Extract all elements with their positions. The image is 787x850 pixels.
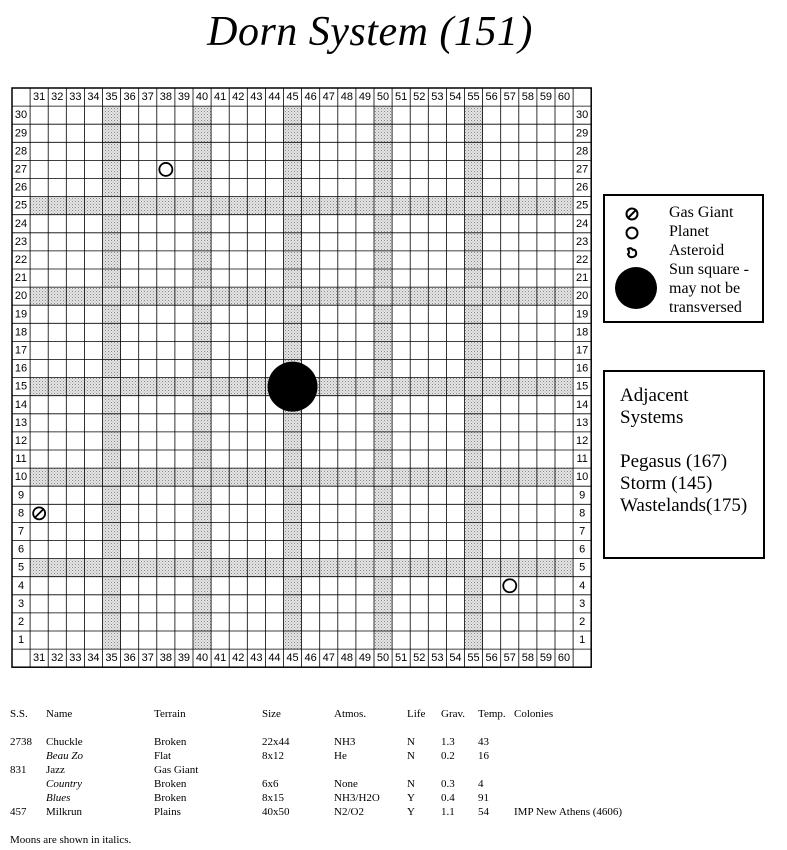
col-label-top-39: 39 xyxy=(177,91,191,104)
col-label-top-40: 40 xyxy=(195,91,209,104)
planet-icon xyxy=(625,226,639,240)
sun-icon xyxy=(614,266,658,310)
col-label-bottom-32: 32 xyxy=(51,652,64,665)
adjacent-system-pegasus[interactable]: Pegasus (167) xyxy=(620,451,728,472)
row-label-right-26: 26 xyxy=(576,181,589,194)
row-label-left-4: 4 xyxy=(17,579,25,592)
cell-size: 8x12 xyxy=(262,750,284,762)
col-label-top-54: 54 xyxy=(449,91,462,104)
col-label-top-36: 36 xyxy=(123,91,136,104)
legend-sun-label-1: Sun square - xyxy=(669,261,749,278)
row-label-right-20: 20 xyxy=(576,290,589,303)
cell-temp: 16 xyxy=(478,750,489,762)
row-label-left-13: 13 xyxy=(14,416,28,429)
col-label-bottom-45: 45 xyxy=(286,652,299,665)
row-label-left-30: 30 xyxy=(14,109,28,122)
col-label-bottom-34: 34 xyxy=(87,652,100,665)
cell-life: N xyxy=(407,736,415,748)
row-label-left-19: 19 xyxy=(14,308,28,321)
row-label-left-23: 23 xyxy=(14,235,28,248)
cell-terrain: Broken xyxy=(154,736,187,748)
legend-row-gas-giant xyxy=(605,203,766,223)
adjacent-heading-1: Adjacent xyxy=(620,385,689,406)
row-label-right-10: 10 xyxy=(576,471,589,484)
col-label-bottom-46: 46 xyxy=(304,652,317,665)
cell-name: Country xyxy=(46,778,83,790)
col-label-top-59: 59 xyxy=(539,91,553,104)
map-title: Dorn System (151) xyxy=(207,9,533,55)
col-label-bottom-54: 54 xyxy=(449,652,462,665)
legend-sun-label-3: transversed xyxy=(669,299,742,316)
row-label-right-5: 5 xyxy=(579,561,586,574)
col-label-bottom-51: 51 xyxy=(395,652,408,665)
row-label-left-3: 3 xyxy=(17,597,25,610)
row-label-right-9: 9 xyxy=(579,489,586,502)
planet-marker xyxy=(503,579,516,592)
cell-grav: 1.3 xyxy=(441,736,455,748)
row-label-right-7: 7 xyxy=(579,525,586,538)
col-label-bottom-35: 35 xyxy=(105,652,118,665)
row-label-left-27: 27 xyxy=(14,163,28,176)
header-colonies: Colonies xyxy=(514,708,554,720)
gas-giant-icon xyxy=(625,207,639,221)
col-label-bottom-41: 41 xyxy=(214,652,227,665)
col-label-top-48: 48 xyxy=(340,91,353,104)
row-label-right-11: 11 xyxy=(576,453,588,466)
row-label-right-21: 21 xyxy=(576,272,589,285)
legend-planet-label: Planet xyxy=(669,223,709,240)
col-label-top-56: 56 xyxy=(485,91,498,104)
row-label-left-7: 7 xyxy=(17,525,25,538)
col-label-top-44: 44 xyxy=(268,91,281,104)
col-label-bottom-31: 31 xyxy=(33,652,46,665)
row-label-right-14: 14 xyxy=(576,398,589,411)
row-label-right-17: 17 xyxy=(576,344,589,357)
row-label-right-8: 8 xyxy=(579,507,586,520)
cell-temp: 43 xyxy=(478,736,489,748)
legend-gas-giant-label: Gas Giant xyxy=(669,204,734,221)
cell-size: 22x44 xyxy=(262,736,290,748)
row-label-right-16: 16 xyxy=(576,362,589,375)
legend-row-planet xyxy=(605,222,766,242)
row-label-right-12: 12 xyxy=(576,434,589,447)
col-label-top-42: 42 xyxy=(232,91,245,104)
row-label-right-19: 19 xyxy=(576,308,589,321)
cell-atmos: NH3/H2O xyxy=(334,792,380,804)
col-label-top-53: 53 xyxy=(431,91,444,104)
row-label-left-9: 9 xyxy=(17,489,25,502)
header-size: Size xyxy=(262,708,281,720)
col-label-bottom-57: 57 xyxy=(503,652,516,665)
row-label-left-26: 26 xyxy=(14,181,28,194)
col-label-top-46: 46 xyxy=(304,91,317,104)
col-label-top-60: 60 xyxy=(557,91,571,104)
cell-grav: 0.2 xyxy=(441,750,455,762)
col-label-bottom-40: 40 xyxy=(195,652,209,665)
col-label-bottom-38: 38 xyxy=(159,652,172,665)
col-label-top-31: 31 xyxy=(33,91,46,104)
col-label-bottom-50: 50 xyxy=(376,652,390,665)
col-label-top-57: 57 xyxy=(503,91,516,104)
header-life: Life xyxy=(407,708,426,720)
table-footnote: Moons are shown in italics. xyxy=(10,834,132,846)
legend-sun-label-2: may not be xyxy=(669,280,741,297)
row-label-right-15: 15 xyxy=(576,380,589,393)
col-label-bottom-59: 59 xyxy=(539,652,553,665)
cell-ss: 457 xyxy=(10,806,27,818)
row-label-left-29: 29 xyxy=(14,127,28,140)
cell-atmos: N2/O2 xyxy=(334,806,364,818)
cell-size: 40x50 xyxy=(262,806,290,818)
row-label-right-28: 28 xyxy=(576,145,589,158)
row-label-right-4: 4 xyxy=(579,579,586,592)
row-label-left-6: 6 xyxy=(17,543,25,556)
col-label-top-49: 49 xyxy=(358,91,372,104)
cell-name: Milkrun xyxy=(46,806,83,818)
adjacent-systems-box xyxy=(603,370,765,559)
col-label-bottom-49: 49 xyxy=(358,652,372,665)
col-label-top-58: 58 xyxy=(521,91,534,104)
cell-name: Blues xyxy=(46,792,71,804)
header-terrain: Terrain xyxy=(154,708,186,720)
cell-ss: 831 xyxy=(10,764,27,776)
adjacent-system-storm[interactable]: Storm (145) xyxy=(620,473,713,494)
col-label-bottom-52: 52 xyxy=(413,652,426,665)
row-label-left-21: 21 xyxy=(14,272,28,285)
header-name: Name xyxy=(46,708,73,720)
row-label-right-23: 23 xyxy=(576,235,589,248)
legend-row-sun xyxy=(605,260,766,320)
col-label-bottom-48: 48 xyxy=(340,652,353,665)
cell-ss: 2738 xyxy=(10,736,32,748)
col-label-top-50: 50 xyxy=(376,91,390,104)
row-label-right-25: 25 xyxy=(576,199,589,212)
cell-terrain: Gas Giant xyxy=(154,764,199,776)
col-label-bottom-47: 47 xyxy=(322,652,335,665)
cell-life: N xyxy=(407,778,415,790)
header-ss: S.S. xyxy=(10,708,28,720)
col-label-top-32: 32 xyxy=(51,91,64,104)
row-label-left-28: 28 xyxy=(14,145,28,158)
cell-temp: 91 xyxy=(478,792,489,804)
col-label-top-43: 43 xyxy=(250,91,263,104)
cell-life: Y xyxy=(407,806,415,818)
sun-marker xyxy=(268,362,318,412)
row-label-right-2: 2 xyxy=(579,615,586,628)
col-label-top-37: 37 xyxy=(141,91,154,104)
col-label-bottom-42: 42 xyxy=(232,652,245,665)
col-label-top-47: 47 xyxy=(322,91,335,104)
row-label-right-18: 18 xyxy=(576,326,589,339)
header-temp: Temp. xyxy=(478,708,506,720)
row-label-left-2: 2 xyxy=(17,615,25,628)
row-label-left-10: 10 xyxy=(14,471,28,484)
cell-temp: 4 xyxy=(478,778,484,790)
col-label-top-45: 45 xyxy=(286,91,299,104)
col-label-top-38: 38 xyxy=(159,91,172,104)
col-label-bottom-53: 53 xyxy=(431,652,444,665)
col-label-bottom-44: 44 xyxy=(268,652,281,665)
row-label-left-8: 8 xyxy=(17,507,25,520)
legend-box xyxy=(603,194,764,323)
row-label-left-17: 17 xyxy=(14,344,28,357)
col-label-bottom-58: 58 xyxy=(521,652,534,665)
row-label-right-1: 1 xyxy=(579,634,586,647)
row-label-right-29: 29 xyxy=(576,127,589,140)
planet-marker xyxy=(159,163,172,176)
col-label-bottom-39: 39 xyxy=(177,652,191,665)
cell-grav: 0.3 xyxy=(441,778,455,790)
cell-terrain: Broken xyxy=(154,778,187,790)
row-label-left-1: 1 xyxy=(17,634,25,647)
col-label-top-35: 35 xyxy=(105,91,118,104)
cell-grav: 1.1 xyxy=(441,806,455,818)
row-label-right-3: 3 xyxy=(579,597,586,610)
cell-grav: 0.4 xyxy=(441,792,455,804)
row-label-right-22: 22 xyxy=(576,253,589,266)
header-grav: Grav. xyxy=(441,708,466,720)
cell-life: Y xyxy=(407,792,415,804)
col-label-top-55: 55 xyxy=(467,91,480,104)
row-label-right-27: 27 xyxy=(576,163,589,176)
cell-atmos: None xyxy=(334,778,358,790)
legend-row-asteroid xyxy=(605,241,766,261)
col-label-bottom-36: 36 xyxy=(123,652,136,665)
row-label-right-13: 13 xyxy=(576,416,589,429)
cell-name: Jazz xyxy=(46,764,65,776)
cell-size: 8x15 xyxy=(262,792,284,804)
row-label-right-24: 24 xyxy=(576,217,589,230)
header-atmos: Atmos. xyxy=(334,708,367,720)
col-label-top-34: 34 xyxy=(87,91,100,104)
col-label-bottom-33: 33 xyxy=(69,652,82,665)
row-label-left-11: 11 xyxy=(15,453,27,466)
row-label-left-5: 5 xyxy=(17,561,25,574)
row-label-left-24: 24 xyxy=(14,217,28,230)
row-label-left-15: 15 xyxy=(14,380,28,393)
cell-atmos: He xyxy=(334,750,347,762)
row-label-left-20: 20 xyxy=(14,290,28,303)
cell-terrain: Plains xyxy=(154,806,181,818)
cell-atmos: NH3 xyxy=(334,736,356,748)
col-label-top-51: 51 xyxy=(395,91,408,104)
cell-name: Chuckle xyxy=(46,736,83,748)
cell-terrain: Flat xyxy=(154,750,172,762)
row-label-left-16: 16 xyxy=(14,362,28,375)
adjacent-system-wastelands[interactable]: Wastelands(175) xyxy=(620,495,748,516)
row-label-left-14: 14 xyxy=(14,398,28,411)
row-label-right-30: 30 xyxy=(576,109,589,122)
row-label-right-6: 6 xyxy=(579,543,586,556)
row-label-left-12: 12 xyxy=(14,434,28,447)
col-label-bottom-55: 55 xyxy=(467,652,480,665)
col-label-bottom-60: 60 xyxy=(557,652,571,665)
cell-temp: 54 xyxy=(478,806,489,818)
cell-size: 6x6 xyxy=(262,778,279,790)
cell-life: N xyxy=(407,750,415,762)
cell-name: Beau Zo xyxy=(46,750,83,762)
col-label-bottom-56: 56 xyxy=(485,652,498,665)
legend-asteroid-label: Asteroid xyxy=(669,242,725,259)
col-label-bottom-43: 43 xyxy=(250,652,263,665)
col-label-top-52: 52 xyxy=(413,91,426,104)
asteroid-icon xyxy=(625,245,639,259)
col-label-top-41: 41 xyxy=(214,91,227,104)
adjacent-heading-2: Systems xyxy=(620,407,684,428)
row-label-left-25: 25 xyxy=(14,199,28,212)
col-label-bottom-37: 37 xyxy=(141,652,154,665)
col-label-top-33: 33 xyxy=(69,91,82,104)
cell-colonies: IMP New Athens (4606) xyxy=(514,806,623,818)
cell-terrain: Broken xyxy=(154,792,187,804)
row-label-left-22: 22 xyxy=(14,253,28,266)
row-label-left-18: 18 xyxy=(14,326,28,339)
